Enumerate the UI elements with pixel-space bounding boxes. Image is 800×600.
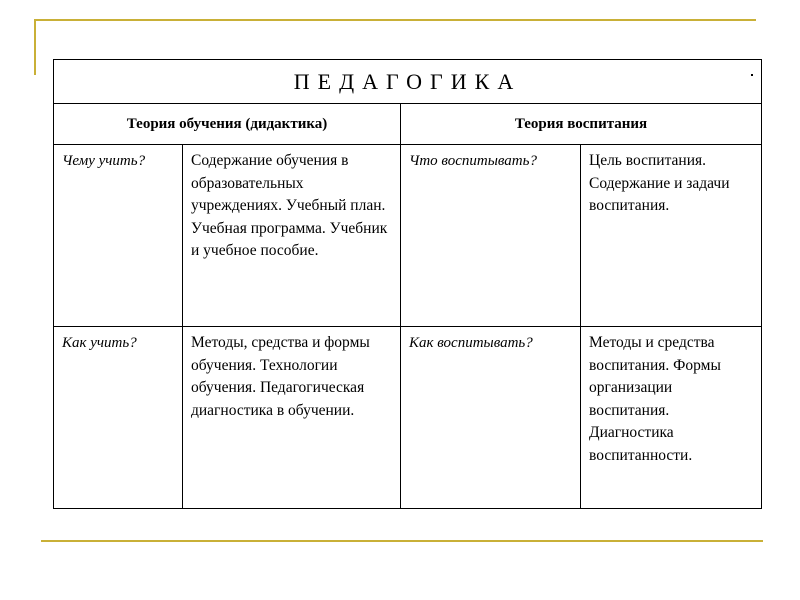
answer-teaching-content: Содержание обучения в образовательных учреждениях. Учебный план. Учебная программа. Учебник и учебное пособие. <box>183 145 401 327</box>
answer-upbringing-methods: Методы и средства воспитания. Формы организации воспитания. Диагностика воспитанности. <box>581 327 762 509</box>
table-title: ПЕДАГОГИКА <box>54 60 762 104</box>
question-what-to-teach: Чему учить? <box>54 145 183 327</box>
question-what-to-upbring: Что воспитывать? <box>401 145 581 327</box>
decor-line-top <box>34 19 756 21</box>
question-how-to-upbring: Как воспитывать? <box>401 327 581 509</box>
header-upbringing: Теория воспитания <box>401 104 762 145</box>
header-didactics: Теория обучения (дидактика) <box>54 104 401 145</box>
table-row <box>54 145 762 327</box>
answer-upbringing-content: Цель воспитания. Содержание и задачи воспитания. <box>581 145 762 327</box>
pedagogy-table <box>53 59 762 509</box>
question-how-to-teach: Как учить? <box>54 327 183 509</box>
table-row <box>54 327 762 509</box>
answer-teaching-methods: Методы, средства и формы обучения. Технологии обучения. Педагогическая диагностика в обучении. <box>183 327 401 509</box>
decor-line-bottom <box>41 540 763 542</box>
decor-line-left <box>34 19 36 75</box>
